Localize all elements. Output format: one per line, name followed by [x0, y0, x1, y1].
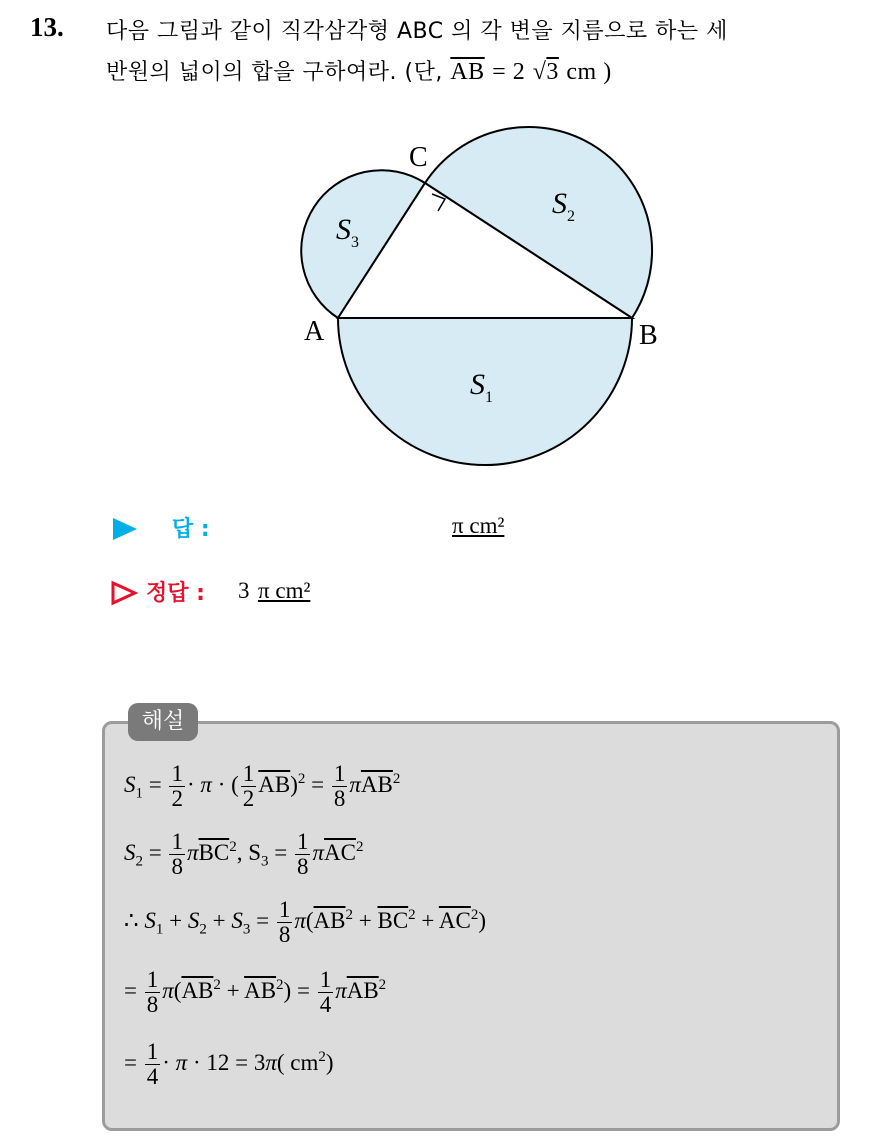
label-a: A	[304, 316, 325, 347]
unit-cm: cm )	[566, 59, 612, 85]
label-s1: $S_1$	[470, 368, 493, 406]
question-number: 13.	[30, 12, 64, 42]
correct-answer-label: 정답 :	[146, 581, 205, 606]
correct-answer-value: π cm²	[258, 578, 311, 603]
question-text-line2-main: 반원의 넓이의 합을 구하여라. (단,	[106, 60, 443, 85]
question-text-line1: 다음 그림과 같이 직각삼각형 ABC 의 각 변을 지름으로 하는 세	[106, 19, 728, 44]
solution-line-1: $S_1$ = $\frac{1}{2}$ · π · ( $\frac{1}{2}$ $\overline{AB})^2$ = $\frac{1}{8}$ $\pi\overline{AB}^2$	[124, 761, 401, 811]
solution-line-2: $S_2$ = $\frac{1}{8}$ $\pi\overline{BC}^2$, $S_3$ = $\frac{1}{8}$ $\pi\overline{AC}^2$	[124, 829, 364, 879]
label-s3: $S_3$	[336, 213, 359, 251]
sqrt-three: √3	[532, 59, 559, 85]
label-s2: $S_2$	[552, 187, 575, 225]
semicircle-figure	[0, 0, 884, 480]
solution-badge: 해설	[128, 703, 198, 741]
solution-line-5: = $\frac{1}{4}$ · π · 12 = 3π( $cm^2$)	[124, 1039, 334, 1089]
label-c: C	[409, 142, 428, 173]
answer-label: 답 :	[172, 517, 210, 542]
correct-arrow-icon	[110, 580, 138, 606]
segment-ab: $\overline{AB}$	[450, 59, 485, 85]
answer-value: π cm²	[452, 513, 505, 538]
equals-two: = 2	[492, 59, 526, 85]
solution-line-4: = $\frac{1}{8}$ $\pi(\overline{AB}^2 + \overline{AB}^2)$ = $\frac{1}{4}$ $\pi\overline{AB}^2$	[124, 967, 387, 1017]
answer-arrow-icon	[112, 517, 138, 541]
solution-line-3: ∴ $S_1 + S_2 + S_3$ = $\frac{1}{8}$ $\pi(\overline{AB}^2 + \overline{BC}^2 + \overline{AC}^2)$	[124, 897, 486, 947]
label-b: B	[639, 320, 658, 351]
correct-answer-number: 3	[238, 578, 250, 603]
